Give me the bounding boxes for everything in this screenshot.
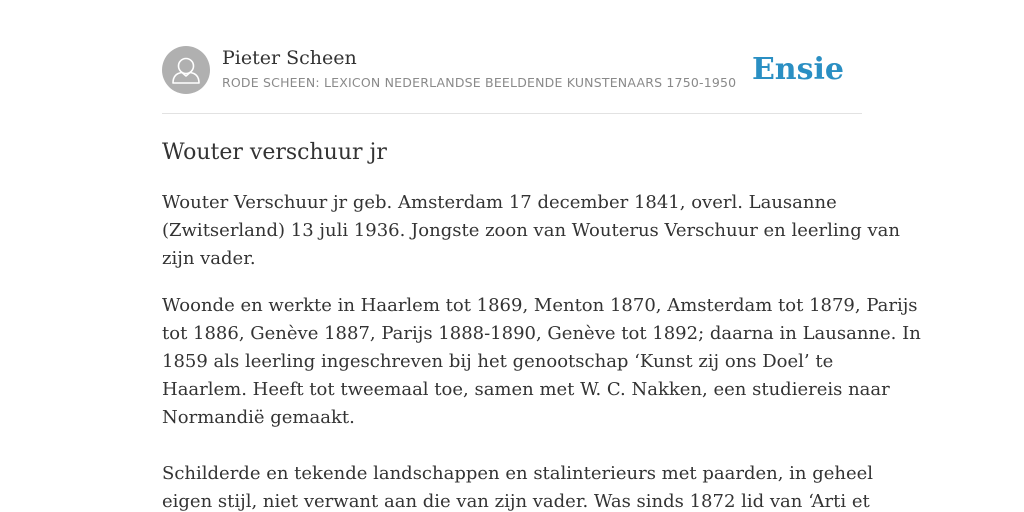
article-title: Wouter verschuur jr [162, 140, 387, 165]
header [162, 46, 862, 96]
user-icon [162, 46, 210, 94]
text-line: Normandië gemaakt. [162, 407, 355, 428]
paragraph-3 [162, 460, 874, 512]
paragraph-1 [162, 189, 901, 273]
text-line: Woonde en werkte in Haarlem tot 1869, Menton 1870, Amsterdam tot 1879, Parijs [162, 295, 918, 316]
paragraph-2 [162, 292, 921, 432]
text-line: Haarlem. Heeft tot tweemaal toe, samen met W. C. Nakken, een studiereis naar [162, 379, 890, 400]
text-line: Schilderde en tekende landschappen en stalinterieurs met paarden, in geheel [162, 463, 874, 484]
text-line: (Zwitserland) 13 juli 1936. Jongste zoon van Wouterus Verschuur en leerling van [162, 220, 901, 241]
text-line: eigen stijl, niet verwant aan die van zijn vader. Was sinds 1872 lid van ‘Arti et [162, 491, 870, 512]
author-avatar[interactable] [162, 46, 210, 94]
paragraph-gap [162, 432, 862, 460]
author-name[interactable]: Pieter Scheen [222, 47, 357, 69]
paragraph-gap [162, 273, 862, 292]
text-line: 1859 als leerling ingeschreven bij het genootschap ‘Kunst zij ons Doel’ te [162, 351, 834, 372]
text-line: tot 1886, Genève 1887, Parijs 1888-1890, Genève tot 1892; daarna in Lausanne. In [162, 323, 921, 344]
text-line: zijn vader. [162, 248, 256, 269]
article-body [162, 189, 921, 512]
ensie-logo[interactable]: Ensie [751, 52, 844, 87]
header-divider [162, 113, 862, 114]
source-publication[interactable]: RODE SCHEEN: LEXICON NEDERLANDSE BEELDENDE KUNSTENAARS 1750-1950 [222, 75, 737, 90]
text-line: Wouter Verschuur jr geb. Amsterdam 17 december 1841, overl. Lausanne [162, 192, 837, 213]
